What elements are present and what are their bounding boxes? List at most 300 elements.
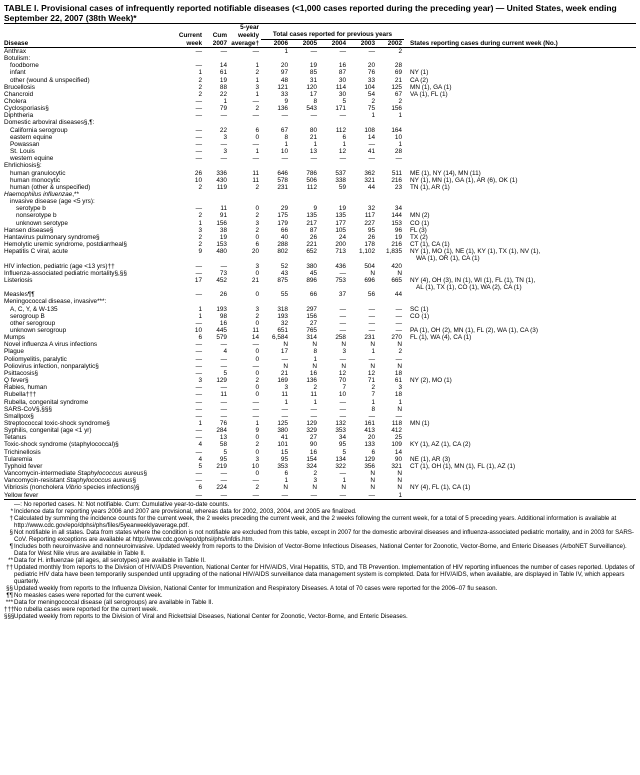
table-row: [4, 170, 636, 177]
case-count-cell: —: [339, 305, 346, 313]
case-count-cell: 1: [284, 47, 288, 55]
disease-name: Anthrax: [4, 47, 27, 55]
disease-name: other serogroup: [10, 319, 56, 327]
case-count-cell: 1,102: [359, 248, 375, 256]
states-line: CA (2): [410, 76, 429, 84]
case-count-cell: 353: [277, 462, 288, 470]
case-count-cell: 90: [309, 441, 317, 449]
case-count-cell: 154: [306, 455, 317, 463]
footnote-marker: **: [8, 557, 13, 565]
case-count-cell: 105: [335, 226, 346, 234]
case-count-cell: 73: [219, 269, 227, 277]
case-count-cell: —: [195, 97, 202, 105]
case-count-cell: —: [195, 105, 202, 113]
case-count-cell: 9: [313, 205, 317, 213]
footnote-marker: ¶¶: [6, 592, 13, 600]
case-count-cell: 2: [198, 183, 202, 191]
table-row: [4, 384, 636, 391]
states-cell: [404, 377, 636, 384]
case-count-cell: —: [368, 47, 375, 55]
case-count-cell: 16: [219, 319, 227, 327]
year-header: 2005: [290, 39, 319, 47]
case-count-cell: —: [368, 155, 375, 163]
disease-name: Domestic arboviral diseases§,¶:: [4, 119, 95, 127]
case-count-cell: 193: [216, 305, 227, 313]
case-count-cell: 413: [364, 427, 375, 435]
table-row: [4, 234, 636, 241]
case-count-cell: 4: [198, 455, 202, 463]
case-count-cell: 537: [335, 169, 346, 177]
states-cell: [404, 91, 636, 98]
states-cell: [404, 492, 636, 500]
footnote-marker: §§§: [4, 613, 15, 621]
case-count-cell: 169: [277, 377, 288, 385]
disease-name: eastern equine: [10, 133, 53, 141]
case-count-cell: 76: [367, 69, 375, 77]
year-header: 2006: [261, 39, 290, 47]
table-row: [4, 227, 636, 234]
case-count-cell: 1: [284, 398, 288, 406]
case-count-cell: —: [220, 341, 227, 349]
case-count-cell: [319, 191, 348, 198]
case-count-cell: 48: [280, 76, 288, 84]
case-count-cell: 2: [255, 377, 259, 385]
case-count-cell: 41: [367, 148, 375, 156]
case-count-cell: 153: [391, 219, 402, 227]
case-count-cell: —: [195, 269, 202, 277]
disease-name: SARS-CoV§,§§§: [4, 405, 52, 413]
case-count-cell: 95: [367, 226, 375, 234]
case-count-cell: [290, 162, 319, 169]
states-cell: [404, 456, 636, 463]
case-count-cell: 1: [371, 348, 375, 356]
states-line: NY (1), MN (1), GA (1), AR (6), OK (1): [410, 176, 518, 184]
case-count-cell: 119: [216, 183, 227, 191]
disease-name: Haemophilus influenzae,**: [4, 191, 79, 199]
case-count-cell: 362: [364, 169, 375, 177]
case-count-cell: 9: [284, 97, 288, 105]
case-count-cell: 0: [255, 391, 259, 399]
disease-name: Smallpox§: [4, 412, 34, 420]
table-row: [4, 298, 636, 305]
case-count-cell: 2: [198, 76, 202, 84]
case-count-cell: 14: [367, 133, 375, 141]
case-count-cell: 2: [255, 441, 259, 449]
case-count-cell: —: [281, 155, 288, 163]
states-cell: [404, 55, 636, 62]
case-count-cell: 1,835: [386, 248, 402, 256]
case-count-cell: 1: [313, 355, 317, 363]
footnote-marker: ††: [6, 564, 13, 572]
case-count-cell: 2: [398, 348, 402, 356]
case-count-cell: [377, 198, 404, 205]
case-count-cell: —: [261, 492, 290, 500]
states-cell: [404, 427, 636, 434]
case-count-cell: —: [195, 477, 202, 485]
case-count-cell: 164: [391, 126, 402, 134]
case-count-cell: 178: [364, 241, 375, 249]
case-count-cell: 112: [306, 183, 317, 191]
disease-name: Influenza-associated pediatric mortality§,§§: [4, 269, 127, 277]
case-count-cell: 66: [280, 226, 288, 234]
case-count-cell: 11: [281, 391, 288, 399]
case-count-cell: —: [395, 412, 402, 420]
case-count-cell: 19: [338, 205, 346, 213]
case-count-cell: 221: [306, 241, 317, 249]
case-count-cell: 6: [342, 133, 346, 141]
case-count-cell: 3: [255, 219, 259, 227]
case-count-cell: 132: [335, 420, 346, 428]
case-count-cell: 17: [309, 90, 317, 98]
case-count-cell: 75: [367, 105, 375, 113]
table-row: [4, 69, 636, 76]
case-count-cell: 1: [371, 112, 375, 120]
case-count-cell: [229, 298, 261, 305]
case-count-cell: 1: [313, 398, 317, 406]
case-count-cell: 79: [219, 105, 227, 113]
disease-name: HIV infection, pediatric (age <13 yrs)††: [4, 262, 115, 270]
header-row-2: [4, 31, 636, 39]
case-count-cell: 0: [255, 205, 259, 213]
table-row: [4, 134, 636, 141]
case-count-cell: 8: [371, 405, 375, 413]
case-count-cell: 121: [277, 83, 288, 91]
case-count-cell: 125: [277, 420, 288, 428]
case-count-cell: 120: [306, 83, 317, 91]
disease-name: Hansen disease§: [4, 226, 54, 234]
states-cell: [404, 105, 636, 112]
disease-name: Vancomycin-intermediate Staphylococcus aureus§: [4, 470, 148, 478]
disease-name: Meningococcal disease, invasive***:: [4, 298, 107, 306]
case-count-cell: 16: [309, 369, 317, 377]
case-count-cell: 0: [255, 319, 259, 327]
case-count-cell: 66: [309, 291, 317, 299]
footnote-text: —: No reported cases. N: Not notifiable. Cum: Cumulative year-to-date counts.: [14, 500, 230, 508]
case-count-cell: [261, 119, 290, 126]
case-count-cell: 95: [219, 455, 227, 463]
case-count-cell: —: [220, 398, 227, 406]
table-row: [4, 191, 636, 198]
states-line: SC (1): [410, 305, 429, 313]
case-count-cell: 3: [313, 477, 317, 485]
avg-header-3: average†: [229, 39, 261, 47]
case-count-cell: 55: [280, 291, 288, 299]
case-count-cell: [348, 298, 377, 305]
case-count-cell: 802: [277, 248, 288, 256]
case-count-cell: 258: [335, 334, 346, 342]
avg-header-1: 5-year: [229, 24, 261, 32]
states-cell: [404, 77, 636, 84]
case-count-cell: [204, 119, 229, 126]
footnote-marker: ***: [5, 599, 13, 607]
table-row: [4, 212, 636, 219]
case-count-cell: —: [220, 262, 227, 270]
states-cell: [404, 134, 636, 141]
table-row: [4, 484, 636, 491]
states-cell: [404, 234, 636, 241]
case-count-cell: 67: [394, 90, 402, 98]
case-count-cell: [319, 298, 348, 305]
states-line: MN (1), GA (1): [410, 83, 452, 91]
case-count-cell: 2: [255, 69, 259, 77]
case-count-cell: [229, 198, 261, 205]
case-count-cell: 2: [255, 183, 259, 191]
case-count-cell: [377, 298, 404, 305]
states-cell: [404, 62, 636, 69]
case-count-cell: —: [220, 477, 227, 485]
case-count-cell: 14: [251, 334, 259, 342]
case-count-cell: 133: [364, 441, 375, 449]
case-count-cell: —: [310, 47, 317, 55]
case-count-cell: —: [195, 391, 202, 399]
case-count-cell: N: [283, 341, 288, 349]
table-row: [4, 377, 636, 384]
case-count-cell: 67: [280, 126, 288, 134]
case-count-cell: [176, 198, 204, 205]
states-cell: [404, 477, 636, 484]
disease-name: A, C, Y, & W-135: [10, 305, 58, 313]
case-count-cell: 16: [309, 448, 317, 456]
case-count-cell: 97: [280, 69, 288, 77]
case-count-cell: —: [252, 362, 259, 370]
case-count-cell: 3: [198, 377, 202, 385]
case-count-cell: 227: [364, 219, 375, 227]
case-count-cell: 80: [309, 126, 317, 134]
case-count-cell: [204, 198, 229, 205]
footnote-text: No rubella cases were reported for the current week.: [14, 606, 159, 614]
case-count-cell: —: [195, 140, 202, 148]
case-count-cell: 1: [198, 69, 202, 77]
case-count-cell: 76: [219, 420, 227, 428]
case-count-cell: 23: [394, 183, 402, 191]
table-row: [4, 141, 636, 148]
case-count-cell: [261, 55, 290, 62]
case-count-cell: —: [195, 369, 202, 377]
case-count-cell: —: [195, 434, 202, 442]
states-cell: [404, 248, 636, 262]
case-count-cell: 25: [394, 434, 402, 442]
case-count-cell: 5: [342, 448, 346, 456]
disease-name: Tetanus: [4, 434, 27, 442]
states-cell: [404, 399, 636, 406]
case-count-cell: 6: [284, 470, 288, 478]
case-count-cell: —: [368, 326, 375, 334]
case-count-cell: 71: [367, 377, 375, 385]
case-count-cell: 288: [277, 241, 288, 249]
states-line: MN (2): [410, 212, 430, 220]
case-count-cell: 875: [277, 276, 288, 284]
case-count-cell: 13: [309, 148, 317, 156]
case-count-cell: 21: [394, 76, 402, 84]
case-count-cell: —: [310, 112, 317, 120]
case-count-cell: 8: [313, 348, 317, 356]
case-count-cell: —: [195, 291, 202, 299]
states-line: FL (3): [410, 226, 427, 234]
table-row: [4, 84, 636, 91]
states-cell: [404, 220, 636, 227]
case-count-cell: 33: [280, 90, 288, 98]
case-count-cell: 21: [251, 276, 259, 284]
case-count-cell: 430: [216, 176, 227, 184]
footnote-text: Calculated by summing the incidence counts for the current week, the 2 weeks preceding the current week, and the 2 weeks following the current week, for a total of 5 preceding years. Additional information is available at http://www.cdc.gov/epo/dphsi/phs/files/5yearweeklyaverage.pdf.: [14, 514, 617, 529]
case-count-cell: 45: [309, 269, 317, 277]
case-count-cell: 14: [219, 62, 227, 70]
case-count-cell: 1: [223, 97, 227, 105]
case-count-cell: 231: [364, 334, 375, 342]
disease-name: infant: [10, 69, 26, 77]
case-count-cell: 2: [198, 241, 202, 249]
case-count-cell: 329: [306, 427, 317, 435]
states-cell: [404, 463, 636, 470]
case-count-cell: —: [195, 205, 202, 213]
footnote: [4, 592, 636, 599]
states-cell: [404, 191, 636, 198]
case-count-cell: —: [368, 355, 375, 363]
case-count-cell: —: [339, 412, 346, 420]
case-count-cell: 2: [313, 384, 317, 392]
case-count-cell: 321: [364, 176, 375, 184]
disease-name: human granulocytic: [10, 169, 66, 177]
case-count-cell: [176, 191, 204, 198]
case-count-cell: —: [252, 47, 259, 55]
case-count-cell: 24: [338, 233, 346, 241]
case-count-cell: —: [395, 319, 402, 327]
case-count-cell: 1: [398, 398, 402, 406]
case-count-cell: [319, 55, 348, 62]
case-count-cell: 200: [335, 241, 346, 249]
case-count-cell: —: [195, 384, 202, 392]
disease-name: Syphilis, congenital (age <1 yr): [4, 427, 92, 435]
case-count-cell: 2: [255, 105, 259, 113]
case-count-cell: 193: [277, 312, 288, 320]
case-count-cell: —: [195, 355, 202, 363]
case-count-cell: —: [220, 412, 227, 420]
current-week-header-1: Current: [178, 31, 202, 39]
case-count-cell: [176, 55, 204, 62]
case-count-cell: 2: [255, 484, 259, 492]
disease-name: Q fever§: [4, 377, 29, 385]
case-count-cell: 37: [338, 291, 346, 299]
case-count-cell: 2: [198, 90, 202, 98]
footnote: [4, 515, 636, 529]
case-count-cell: 1: [398, 140, 402, 148]
case-count-cell: 34: [338, 434, 346, 442]
disease-name: Listeriosis: [4, 276, 33, 284]
disease-name: Brucellosis: [4, 83, 35, 91]
case-count-cell: 136: [277, 105, 288, 113]
cum-header-2: 2007: [204, 39, 229, 47]
disease-name: Poliovirus infection, nonparalytic§: [4, 362, 99, 370]
table-row: [4, 62, 636, 69]
case-count-cell: N: [397, 470, 402, 478]
states-cell: [404, 69, 636, 76]
disease-name: Botulism:: [4, 55, 31, 63]
case-count-cell: 1: [198, 305, 202, 313]
case-count-cell: 32: [280, 319, 288, 327]
case-count-cell: 40: [280, 233, 288, 241]
footnote-text: Data for H. influenzae (all ages, all serotypes) are available in Table II.: [14, 557, 206, 565]
case-count-cell: 1: [255, 90, 259, 98]
case-count-cell: 1: [313, 140, 317, 148]
case-count-cell: 1: [371, 398, 375, 406]
case-count-cell: [261, 298, 290, 305]
states-line: VA (1), FL (1): [410, 90, 448, 98]
disease-name: Chancroid: [4, 90, 34, 98]
case-count-cell: 104: [364, 83, 375, 91]
disease-name: unknown serogroup: [10, 326, 67, 334]
table-row: [4, 148, 636, 155]
table-row: [4, 248, 636, 262]
case-count-cell: 15: [280, 448, 288, 456]
case-count-cell: 7: [342, 384, 346, 392]
case-count-cell: —: [195, 405, 202, 413]
case-count-cell: —: [195, 47, 202, 55]
case-count-cell: 3: [255, 83, 259, 91]
case-count-cell: 356: [364, 462, 375, 470]
case-count-cell: 61: [394, 377, 402, 385]
footnote-text: Updated weekly from reports to the Influenza Division, National Center for Immunization and Respiratory Diseases. A total of 70 cases were reported for the 2006–07 flu season.: [14, 585, 498, 593]
case-count-cell: 21: [309, 133, 317, 141]
case-count-cell: 69: [394, 69, 402, 77]
case-count-cell: 91: [219, 212, 227, 220]
case-count-cell: 32: [367, 205, 375, 213]
table-row: [4, 334, 636, 341]
disease-name: Rubella†††: [4, 391, 37, 399]
case-count-cell: —: [195, 126, 202, 134]
case-count-cell: 436: [335, 262, 346, 270]
states-cell: [404, 212, 636, 219]
case-count-cell: 1: [284, 140, 288, 148]
case-count-cell: N: [370, 477, 375, 485]
case-count-cell: 16: [338, 62, 346, 70]
disease-name: Typhoid fever: [4, 462, 43, 470]
table-row: [4, 348, 636, 355]
states-cell: [404, 348, 636, 355]
total-cases-header: Total cases reported for previous years: [261, 31, 404, 39]
case-count-cell: 0: [255, 355, 259, 363]
states-cell: [404, 420, 636, 427]
case-count-cell: 19: [219, 233, 227, 241]
footnote-marker: §: [9, 528, 13, 536]
case-count-cell: —: [195, 262, 202, 270]
disease-name: human monocytic: [10, 176, 61, 184]
disease-name: Hepatitis C viral, acute: [4, 248, 68, 256]
states-cell: [404, 406, 636, 413]
table-title: TABLE I. Provisional cases of infrequently reported notifiable diseases (<1,000 cases reported during the preceding year) — United States, week ending September 22, 2007 (38th Week)*: [4, 3, 617, 23]
case-count-cell: —: [176, 492, 204, 500]
table-row: [4, 434, 636, 441]
footnote-text: Includes both neuroinvasive and nonneuroinvasive. Updated weekly from reports to the Division of Vector-Borne Infectious Diseases, National Center for Zoonotic, Vector-Borne, and Enteric Diseases (ArboNET Surveillance). Data for West Nile virus are available in Table II.: [14, 543, 627, 558]
footnote: [4, 543, 636, 557]
states-cell: [404, 263, 636, 270]
case-count-cell: 156: [391, 105, 402, 113]
case-count-cell: N: [312, 341, 317, 349]
case-count-cell: —: [195, 112, 202, 120]
case-count-cell: [229, 162, 261, 169]
footnote: [4, 599, 636, 606]
disease-name: human (other & unspecified): [10, 183, 91, 191]
disease-name: serogroup B: [10, 312, 45, 320]
case-count-cell: 7: [371, 391, 375, 399]
states-line: TN (1), AR (1): [410, 183, 450, 191]
table-row: [4, 427, 636, 434]
case-count-cell: —: [220, 155, 227, 163]
disease-name: Vibriosis (noncholera Vibrio species infections)§: [4, 484, 140, 492]
states-line: KY (1), AZ (1), CA (2): [410, 441, 471, 449]
states-cell: [404, 441, 636, 448]
disease-table: [4, 23, 636, 500]
case-count-cell: —: [195, 348, 202, 356]
